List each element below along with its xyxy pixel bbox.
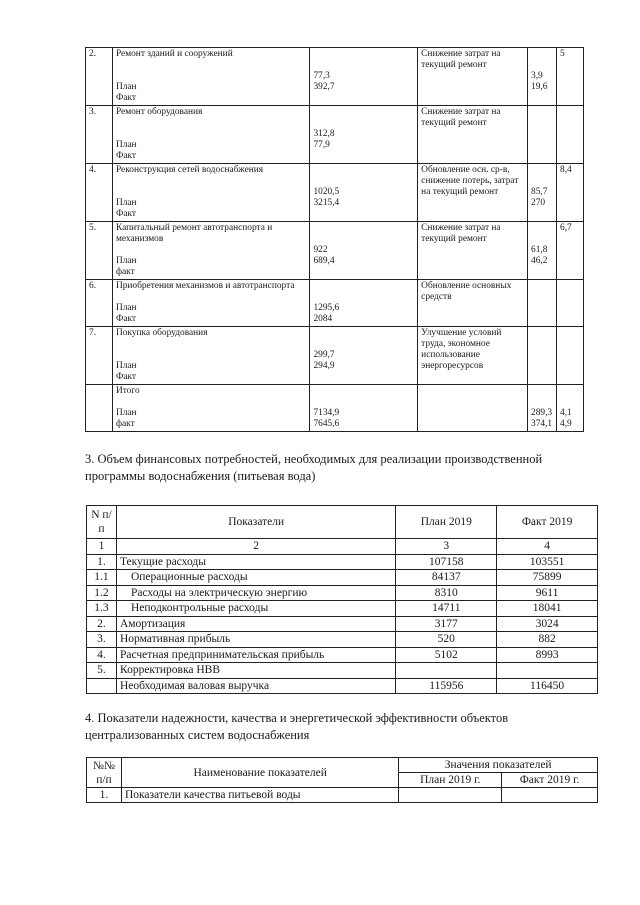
row-indicator: Расчетная предпринимательская прибыль (116, 647, 395, 663)
table-row (87, 601, 598, 617)
cost-cell (310, 48, 418, 106)
fact-cost: 294,9 (313, 361, 335, 371)
row-number: 2. (87, 616, 117, 632)
row-fact: 3024 (497, 616, 598, 632)
col-header-no: №№ п/п (87, 758, 122, 788)
row-name-cell (112, 48, 310, 106)
col-number: 2 (116, 539, 395, 555)
payback-cell (557, 280, 584, 327)
row-indicator: Нормативная прибыль (116, 632, 395, 648)
col-header-indicator: Показатели (116, 506, 395, 539)
row-indicator: Амортизация (116, 616, 395, 632)
row-fact: 9611 (497, 585, 598, 601)
section-3-heading: 3. Объем финансовых потребностей, необходимых для реализации производственной программы водоснабжения (питьевая вода) (85, 452, 543, 483)
row-number: 1.3 (87, 601, 117, 617)
col-number: 3 (396, 539, 497, 555)
row-indicator: Неподконтрольные расходы (116, 601, 395, 617)
effect-description: Снижение затрат на текущий ремонт (418, 222, 528, 280)
plan-label: План (115, 82, 137, 92)
table-row (87, 788, 598, 803)
col-header-fact: Факт 2019 (497, 506, 598, 539)
effect-description: Улучшение условий труда, экономное использование энергоресурсов (418, 327, 528, 385)
row-plan: 107158 (396, 554, 497, 570)
total-payback-fact: 4,9 (560, 419, 572, 429)
effect-value-cell (528, 222, 557, 280)
effect-description: Снижение затрат на текущий ремонт (418, 106, 528, 164)
fact-cost: 77,9 (313, 140, 330, 150)
row-indicator: Необходимая валовая выручка (116, 678, 395, 694)
row-fact: 116450 (497, 678, 598, 694)
fact-label: Факт (115, 314, 137, 324)
row-name: Реконструкция сетей водоснабжения (115, 165, 264, 175)
table-header-row (87, 758, 598, 773)
row-indicator: Текущие расходы (116, 554, 395, 570)
fact-cost: 689,4 (313, 256, 335, 266)
effect-value-cell (528, 327, 557, 385)
row-name: Ремонт зданий и сооружений (115, 49, 233, 59)
plan-cost: 922 (313, 245, 328, 255)
row-name-cell (112, 164, 310, 222)
table-row (86, 327, 584, 385)
row-indicator: Расходы на электрическую энергию (116, 585, 395, 601)
cost-cell (310, 280, 418, 327)
table-row (86, 222, 584, 280)
row-number: 1.1 (87, 570, 117, 586)
col-header-name: Наименование показателей (121, 758, 398, 788)
plan-cost: 312,8 (313, 129, 335, 139)
plan-cost: 299,7 (313, 350, 335, 360)
col-number: 1 (87, 539, 117, 555)
effect-plan: 3,9 (531, 71, 543, 81)
cost-cell (310, 385, 418, 432)
row-no: 1. (87, 788, 122, 803)
plan-label: План (115, 303, 137, 313)
effect-value-cell (528, 385, 557, 432)
table-row (87, 570, 598, 586)
table-row (87, 647, 598, 663)
effect-plan: 61,8 (531, 245, 548, 255)
total-label: Итого (115, 386, 140, 396)
cost-cell (310, 106, 418, 164)
row-indicator: Операционные расходы (116, 570, 395, 586)
row-plan: 3177 (396, 616, 497, 632)
total-effect-plan: 289,3 (531, 408, 553, 418)
plan-label: План (115, 256, 137, 266)
fact-label: Факт (115, 372, 137, 382)
row-fact (497, 663, 598, 679)
effect-fact: 19,6 (531, 82, 548, 92)
col-header-values: Значения показателей (399, 758, 598, 773)
plan-cost: 1295,6 (313, 303, 340, 313)
plan-label: План (115, 198, 137, 208)
effect-value-cell (528, 164, 557, 222)
table-row (86, 106, 584, 164)
row-number: 5. (86, 222, 113, 280)
table-row (86, 48, 584, 106)
row-plan: 8310 (396, 585, 497, 601)
effect-description: Обновление осн. ср-в, снижение потерь, затрат на текущий ремонт (418, 164, 528, 222)
col-number: 4 (497, 539, 598, 555)
row-plan: 520 (396, 632, 497, 648)
row-number: 2. (86, 48, 113, 106)
row-name-cell (112, 222, 310, 280)
row-number (87, 678, 117, 694)
row-name-cell (112, 280, 310, 327)
row-plan: 84137 (396, 570, 497, 586)
row-name: Покупка оборудования (115, 328, 208, 338)
table-row (87, 632, 598, 648)
payback-cell (557, 327, 584, 385)
effect-plan: 85,7 (531, 187, 548, 197)
fact-cost: 392,7 (313, 82, 335, 92)
table-row (86, 164, 584, 222)
row-plan (399, 788, 502, 803)
row-number: 7. (86, 327, 113, 385)
effect-description: Обновление основных средств (418, 280, 528, 327)
fact-label: факт (115, 267, 135, 277)
fact-label: факт (115, 419, 135, 429)
total-fact-cost: 7645,6 (313, 419, 340, 429)
row-number: 5. (87, 663, 117, 679)
total-name-cell (112, 385, 310, 432)
row-number: 6. (86, 280, 113, 327)
table-row (86, 280, 584, 327)
row-fact: 18041 (497, 601, 598, 617)
fact-label: Факт (115, 151, 137, 161)
payback-cell (557, 106, 584, 164)
total-payback-plan: 4,1 (560, 408, 572, 418)
row-number: 1.2 (87, 585, 117, 601)
row-name: Показатели качества питьевой воды (121, 788, 398, 803)
row-name-cell (112, 106, 310, 164)
col-header-plan: План 2019 г. (399, 773, 502, 788)
fact-label: Факт (115, 209, 137, 219)
row-fact: 8993 (497, 647, 598, 663)
row-name: Приобретения механизмов и автотранспорта (115, 281, 295, 291)
fact-label: Факт (115, 93, 137, 103)
payback-cell: 5 (557, 48, 584, 106)
row-number: 4. (87, 647, 117, 663)
total-effect-fact: 374,1 (531, 419, 553, 429)
row-name-cell (112, 327, 310, 385)
total-row (86, 385, 584, 432)
row-number: 3. (86, 106, 113, 164)
row-number: 4. (86, 164, 113, 222)
cost-cell (310, 164, 418, 222)
effect-fact: 270 (531, 198, 546, 208)
table-row (87, 663, 598, 679)
row-plan: 14711 (396, 601, 497, 617)
effect-value-cell (528, 48, 557, 106)
effect-value-cell (528, 280, 557, 327)
row-name: Капитальный ремонт автотранспорта и механизмов (115, 223, 273, 244)
row-fact: 103551 (497, 554, 598, 570)
row-plan: 5102 (396, 647, 497, 663)
col-header-fact: Факт 2019 г. (502, 773, 598, 788)
row-number: 1. (87, 554, 117, 570)
row-indicator: Корректировка НВВ (116, 663, 395, 679)
section-4-heading: 4. Показатели надежности, качества и энергетической эффективности объектов централизованных систем водоснабжения (85, 711, 509, 742)
payback-cell: 8,4 (557, 164, 584, 222)
row-fact: 75899 (497, 570, 598, 586)
table-row (87, 554, 598, 570)
column-number-row (87, 539, 598, 555)
plan-label: План (115, 408, 137, 418)
row-plan (396, 663, 497, 679)
effect-description (418, 385, 528, 432)
fact-cost: 2084 (313, 314, 333, 324)
fact-cost: 3215,4 (313, 198, 340, 208)
row-plan: 115956 (396, 678, 497, 694)
payback-cell: 6,7 (557, 222, 584, 280)
effect-value-cell (528, 106, 557, 164)
col-header-no: N п/п (87, 506, 117, 539)
total-plan-cost: 7134,9 (313, 408, 340, 418)
table-header-row (87, 506, 598, 539)
payback-cell (557, 385, 584, 432)
col-header-plan: План 2019 (396, 506, 497, 539)
investment-table (85, 47, 584, 432)
table-row (87, 616, 598, 632)
financial-needs-table (86, 505, 598, 694)
row-fact (502, 788, 598, 803)
effect-fact: 46,2 (531, 256, 548, 266)
row-number: 3. (87, 632, 117, 648)
cost-cell (310, 327, 418, 385)
reliability-table (86, 757, 598, 803)
effect-description: Снижение затрат на текущий ремонт (418, 48, 528, 106)
plan-label: План (115, 361, 137, 371)
row-fact: 882 (497, 632, 598, 648)
table-row (87, 585, 598, 601)
plan-cost: 1020,5 (313, 187, 340, 197)
plan-cost: 77,3 (313, 71, 330, 81)
row-number (86, 385, 113, 432)
row-name: Ремонт оборудования (115, 107, 203, 117)
cost-cell (310, 222, 418, 280)
plan-label: План (115, 140, 137, 150)
table-row (87, 678, 598, 694)
